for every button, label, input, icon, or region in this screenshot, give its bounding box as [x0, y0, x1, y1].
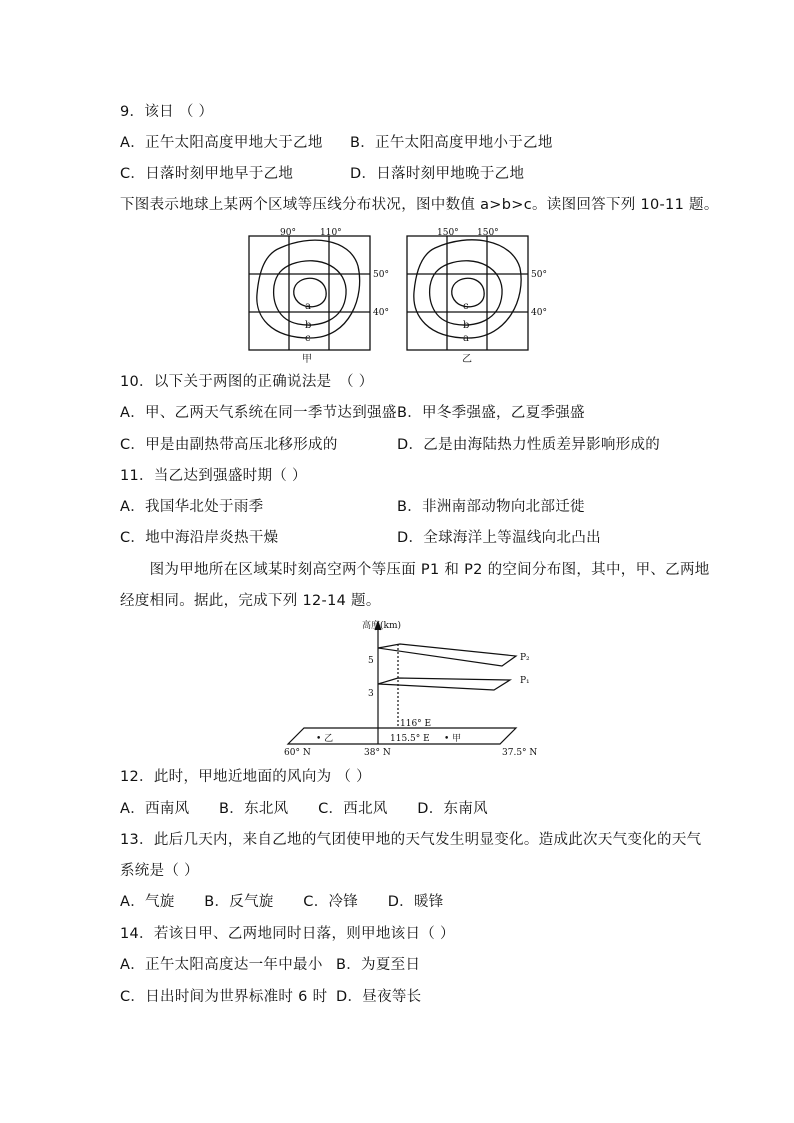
q12-stem: 12．此时，甲地近地面的风向为 （ ） — [120, 769, 371, 785]
tick-3: 3 — [368, 689, 374, 699]
label-116e: 116° E — [400, 719, 432, 729]
q9-option-c: C．日落时刻甲地早于乙地 — [120, 166, 294, 182]
q11-option-b: B．非洲南部动物向北部迁徙 — [397, 499, 585, 515]
q9-option-d: D．日落时刻甲地晚于乙地 — [350, 166, 525, 182]
q11-stem: 11．当乙达到强盛时期（ ） — [120, 468, 307, 484]
label-60n: 60° N — [284, 748, 311, 758]
label-jia: • 甲 — [444, 734, 462, 744]
label-p2: P₂ — [520, 653, 530, 663]
right-caption: 乙 — [462, 354, 472, 365]
intro-12-14-line2: 经度相同。据此，完成下列 12-14 题。 — [120, 593, 381, 609]
left-label-c: c — [305, 333, 311, 344]
right-label-a: a — [463, 333, 469, 344]
axis-label: 高度(km) — [362, 621, 402, 631]
tick-5: 5 — [368, 656, 374, 666]
left-caption: 甲 — [302, 354, 312, 365]
right-lat-50: 50° — [531, 270, 547, 280]
q9-option-a: A．正午太阳高度甲地大于乙地 — [120, 135, 323, 151]
right-lon-150a: 150° — [437, 228, 459, 238]
label-yi: • 乙 — [316, 734, 334, 744]
left-lon-110: 110° — [320, 228, 342, 238]
q10-option-d: D．乙是由海陆热力性质差异影响形成的 — [397, 437, 661, 453]
isobar-figure — [240, 226, 560, 366]
q13-options: A．气旋 B．反气旋 C．冷锋 D．暖锋 — [120, 894, 444, 910]
q12-options: A．西南风 B．东北风 C．西北风 D．东南风 — [120, 801, 488, 817]
q9-option-b: B．正午太阳高度甲地小于乙地 — [350, 135, 553, 151]
q14-option-c: C．日出时间为世界标准时 6 时 — [120, 989, 328, 1005]
q14-option-d: D．昼夜等长 — [336, 989, 422, 1005]
q11-option-a: A．我国华北处于雨季 — [120, 499, 264, 515]
label-p1: P₁ — [520, 676, 530, 686]
left-lat-40: 40° — [373, 308, 389, 318]
q11-option-c: C．地中海沿岸炎热干燥 — [120, 530, 279, 546]
q10-stem: 10．以下关于两图的正确说法是 （ ） — [120, 374, 374, 390]
isobaric-surface-figure — [280, 618, 550, 760]
intro-12-14-line1: 图为甲地所在区域某时刻高空两个等压面 P1 和 P2 的空间分布图，其中，甲、乙两地 — [120, 562, 710, 578]
right-label-c: c — [463, 301, 469, 312]
right-lon-150b: 150° — [477, 228, 499, 238]
left-lat-50: 50° — [373, 270, 389, 280]
q14-option-b: B．为夏至日 — [336, 957, 421, 973]
left-label-b: b — [305, 320, 312, 331]
label-115-5e: 115.5° E — [390, 734, 430, 744]
q10-option-b: B．甲冬季强盛，乙夏季强盛 — [397, 405, 585, 421]
right-label-b: b — [463, 320, 470, 331]
q10-option-c: C．甲是由副热带高压北移形成的 — [120, 437, 338, 453]
left-lon-90: 90° — [280, 228, 296, 238]
q13-stem-line1: 13．此后几天内，来自乙地的气团使甲地的天气发生明显变化。造成此次天气变化的天气 — [120, 832, 702, 848]
q9-stem: 9．该日 （ ） — [120, 104, 214, 120]
q14-stem: 14．若该日甲、乙两地同时日落，则甲地该日（ ） — [120, 926, 455, 942]
right-lat-40: 40° — [531, 308, 547, 318]
q11-option-d: D．全球海洋上等温线向北凸出 — [397, 530, 601, 546]
q14-option-a: A．正午太阳高度达一年中最小 — [120, 957, 323, 973]
intro-10-11: 下图表示地球上某两个区域等压线分布状况，图中数值 a>b>c。读图回答下列 10-11 题。 — [120, 197, 719, 213]
q10-option-a: A．甲、乙两天气系统在同一季节达到强盛 — [120, 405, 397, 421]
q13-stem-line2: 系统是（ ） — [120, 863, 199, 879]
label-37-5n: 37.5° N — [502, 748, 538, 758]
label-38n: 38° N — [364, 748, 391, 758]
left-label-a: a — [305, 301, 311, 312]
